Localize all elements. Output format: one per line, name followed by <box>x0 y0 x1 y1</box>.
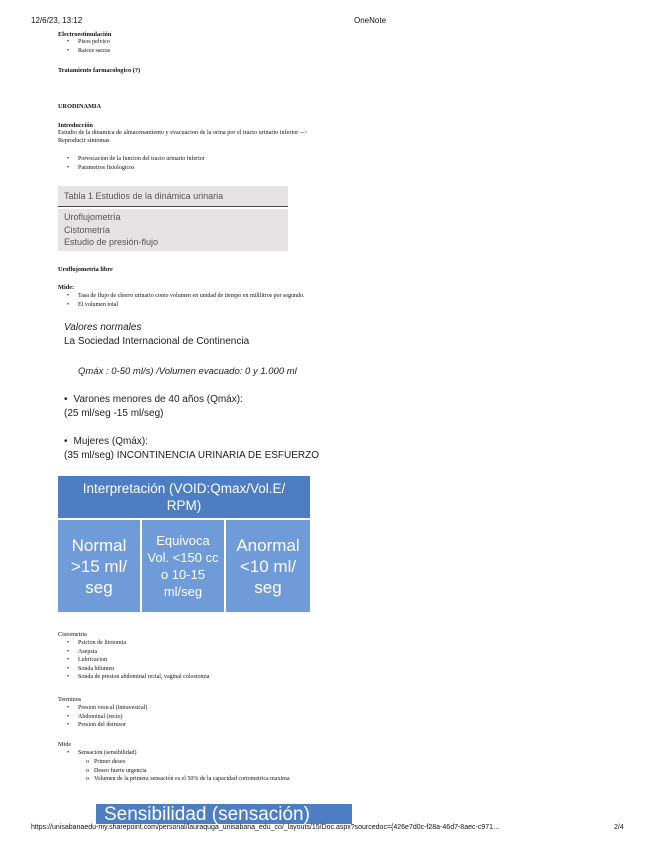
list-item: • Presion del detrusor <box>58 721 358 730</box>
mide-title: Mide: <box>58 284 75 291</box>
normal-cell <box>58 520 140 612</box>
list-item: • Sonda bilumen <box>58 665 378 674</box>
intro-line-1: Estudio de la dinamica de almacenamiento y evacuacion de la orina por el tracto urinario inferior --> <box>58 129 308 136</box>
qmax-text: Qmáx : 0-50 ml/s) /Volumen evacuado: 0 y 1.000 ml <box>78 366 297 377</box>
varones-label: • Varones menores de 40 años (Qmáx): <box>64 394 243 405</box>
cistometria-title: Cistometria <box>58 631 87 638</box>
mujeres-label: • Mujeres (Qmáx): <box>64 436 148 447</box>
page-number: 2/4 <box>614 824 624 831</box>
list-item: • Tasa de flujo de chorro urinario como volumen en unidad de tiempo en mililitros por segundo. <box>58 292 438 301</box>
mide2-title: Mide <box>58 741 72 748</box>
table-row: Uroflujometría <box>64 212 121 222</box>
list-item: • Abdominal (recto) <box>58 713 358 722</box>
list-item: • Lubricacion <box>58 656 378 665</box>
terminos-title: Terminos <box>58 696 82 703</box>
mujeres-value: (35 ml/seg) INCONTINENCIA URINARIA DE ESFUERZO <box>64 450 320 461</box>
mide2-list <box>58 749 418 758</box>
list-item: • Sensacion (sensibilidad) <box>58 749 418 758</box>
print-footer <box>31 824 631 838</box>
list-item: • Asepsia <box>58 648 378 657</box>
electro-title: Electroestimulación <box>58 31 112 38</box>
interpretation-header <box>58 476 310 518</box>
print-app-name: OneNote <box>354 16 387 25</box>
equivoca-text: Equivoca Vol. <150 cc o 10-15 ml/seg <box>147 533 219 599</box>
mide2-sublist <box>58 758 438 784</box>
banner-text: Sensibilidad (sensación) <box>104 804 310 824</box>
list-item: • Presion vesical (intravesical) <box>58 704 358 713</box>
list-item: • El volumen total <box>58 301 438 310</box>
cistometria-list <box>58 639 378 682</box>
list-item: o Primer deseo <box>58 758 438 767</box>
footer-url: https://unisabanaedu-my.sharepoint.com/personal/lauraquga_unisabana_edu_co/_layouts/15/Doc.aspx?sourcedoc={426e7d0c-f28a-46d7-8aec-c971… <box>31 824 500 831</box>
uroflu-title: Uroflujometria libre <box>58 266 113 273</box>
list-item: • Sonda de presion abdominal rectal, vaginal colostomia <box>58 673 378 682</box>
list-item: • Raices sacras <box>58 47 358 56</box>
print-datetime: 12/6/23, 13:12 <box>31 16 83 25</box>
table-row: Estudio de presión-flujo <box>64 237 159 247</box>
list-item: • Parametros fisiologicos <box>58 164 378 173</box>
table-body <box>58 209 288 251</box>
valores-title: Valores normales <box>64 322 142 333</box>
list-item: • Psicion de litotomia <box>58 639 378 648</box>
sensibilidad-banner <box>96 804 352 824</box>
interpretation-title: Interpretación (VOID:Qmax/Vol.E/ RPM) <box>82 481 286 513</box>
intro-list <box>58 155 378 172</box>
list-item: • Porvocacion de la funcion del tracto urinario inferior <box>58 155 378 164</box>
varones-value: (25 ml/seg -15 ml/seg) <box>64 408 164 419</box>
table-row: Cistometría <box>64 224 111 235</box>
equivoca-cell <box>142 520 224 612</box>
intro-line-2: Reproducir sintomas <box>58 137 110 144</box>
interpretation-graphic <box>58 476 310 612</box>
tratamiento-title: Tratamiento farmacologico (?) <box>58 67 141 74</box>
terminos-list <box>58 704 358 730</box>
intro-title: Introducción <box>58 122 93 129</box>
list-item: o Volumen de la primera sensación es el 50% de la capacidad cortometrica maxima <box>58 775 438 784</box>
urodinamia-title: URODINAMIA <box>58 103 102 110</box>
anormal-text: Anormal <10 ml/ seg <box>236 535 300 597</box>
list-item: • Pisos pelvico <box>58 38 358 47</box>
table-title: Tabla 1 Estudios de la dinámica urinaria <box>58 186 288 207</box>
anormal-cell <box>226 520 310 612</box>
electro-list <box>58 38 358 55</box>
society-text: La Sociedad Internacional de Continencia <box>64 336 250 347</box>
mide-list <box>58 292 438 309</box>
list-item: o Deseo fuerte urgencia <box>58 767 438 776</box>
mujeres-text: Mujeres (Qmáx): <box>73 436 148 447</box>
normal-text: Normal >15 ml/ seg <box>70 535 128 597</box>
varones-text: Varones menores de 40 años (Qmáx): <box>73 394 243 405</box>
studies-table <box>58 186 288 251</box>
